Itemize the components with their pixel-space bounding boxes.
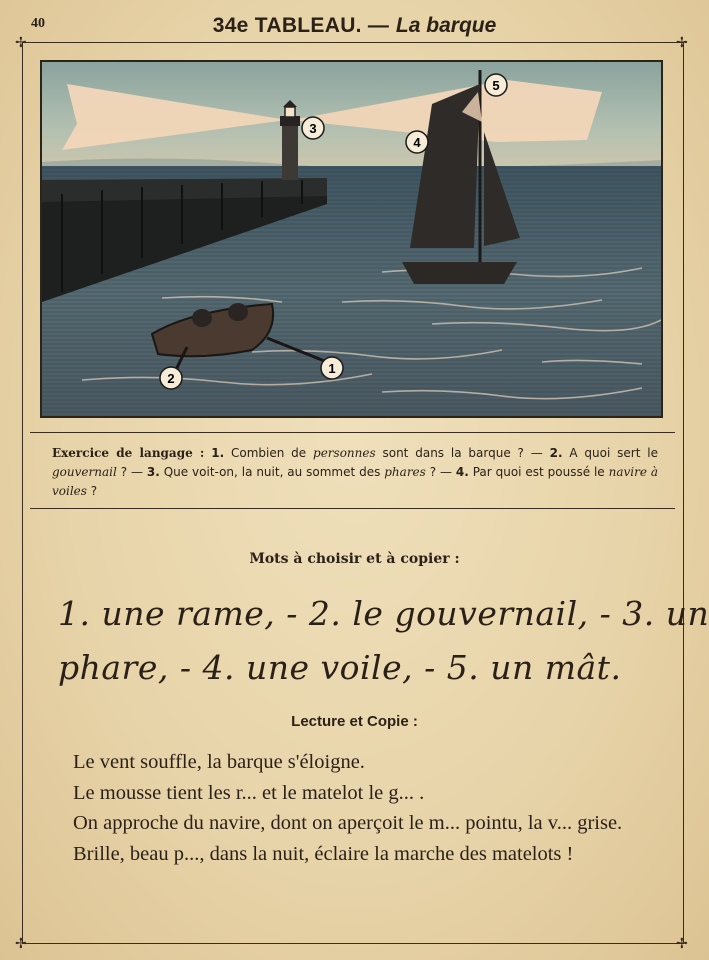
question-4-text: Par quoi est poussé le (472, 465, 605, 479)
callout-4 (406, 131, 428, 153)
cursive-words-line-1: 1. une rame, - 2. le gouvernail, - 3. un (58, 594, 709, 633)
question-3-text: Que voit-on, la nuit, au sommet des (163, 465, 381, 479)
callout-1 (321, 357, 343, 379)
question-3-keyword: phares (384, 465, 426, 479)
callout-2-label: 2 (167, 371, 175, 386)
page-number: 40 (31, 16, 45, 31)
callout-3 (302, 117, 324, 139)
divider (30, 508, 675, 509)
reading-paragraph-4: Brille, beau p..., dans la nuit, éclaire la marche des matelots ! (73, 842, 574, 865)
tableau-number: 34e TABLEAU. — (212, 14, 390, 37)
tableau-subject: La barque (395, 14, 497, 37)
language-exercise (52, 444, 658, 501)
reading-paragraph-1: Le vent souffle, la barque s'éloigne. (73, 751, 365, 773)
question-2-number: 2. (549, 446, 563, 460)
callout-2 (160, 367, 182, 389)
callout-5-label: 5 (492, 78, 500, 93)
reading-paragraph-3: On approche du navire, dont on aperçoit le m... pointu, la v... grise. (73, 812, 623, 834)
question-3-end: ? — (429, 465, 452, 479)
callout-4-label: 4 (413, 135, 421, 150)
question-2-end: ? — (120, 465, 143, 479)
callout-1-label: 1 (328, 361, 336, 376)
question-1-number: 1. (211, 446, 225, 460)
reading-text (46, 747, 663, 869)
question-3-number: 3. (146, 465, 160, 479)
question-2-text: A quoi sert le (569, 446, 658, 460)
reading-heading: Lecture et Copie : (291, 713, 418, 730)
exercise-label: Exercice de langage : (52, 446, 205, 460)
question-4-number: 4. (455, 465, 469, 479)
cursive-words-line-2: phare, - 4. une voile, - 5. un mât. (58, 648, 622, 687)
corner-ornament-icon: ✢ (676, 35, 688, 51)
harbor-illustration (40, 60, 663, 418)
words-heading: Mots à choisir et à copier : (249, 551, 460, 567)
page-title (0, 10, 709, 41)
corner-ornament-icon: ✢ (676, 936, 688, 952)
corner-ornament-icon: ✢ (15, 35, 27, 51)
question-4-end: ? (90, 484, 98, 498)
question-4-keyword: navire à voiles (52, 465, 658, 498)
question-1-text: Combien de (230, 446, 307, 460)
corner-ornament-icon: ✢ (15, 936, 27, 952)
divider (30, 432, 675, 433)
reading-paragraph-2: Le mousse tient les r... et le matelot le g... . (73, 781, 425, 804)
question-1-end: sont dans la barque ? — (382, 446, 543, 460)
question-2-keyword: gouvernail (52, 465, 117, 479)
callout-3-label: 3 (309, 121, 317, 136)
callout-5 (485, 74, 507, 96)
question-1-keyword: personnes (313, 446, 376, 460)
